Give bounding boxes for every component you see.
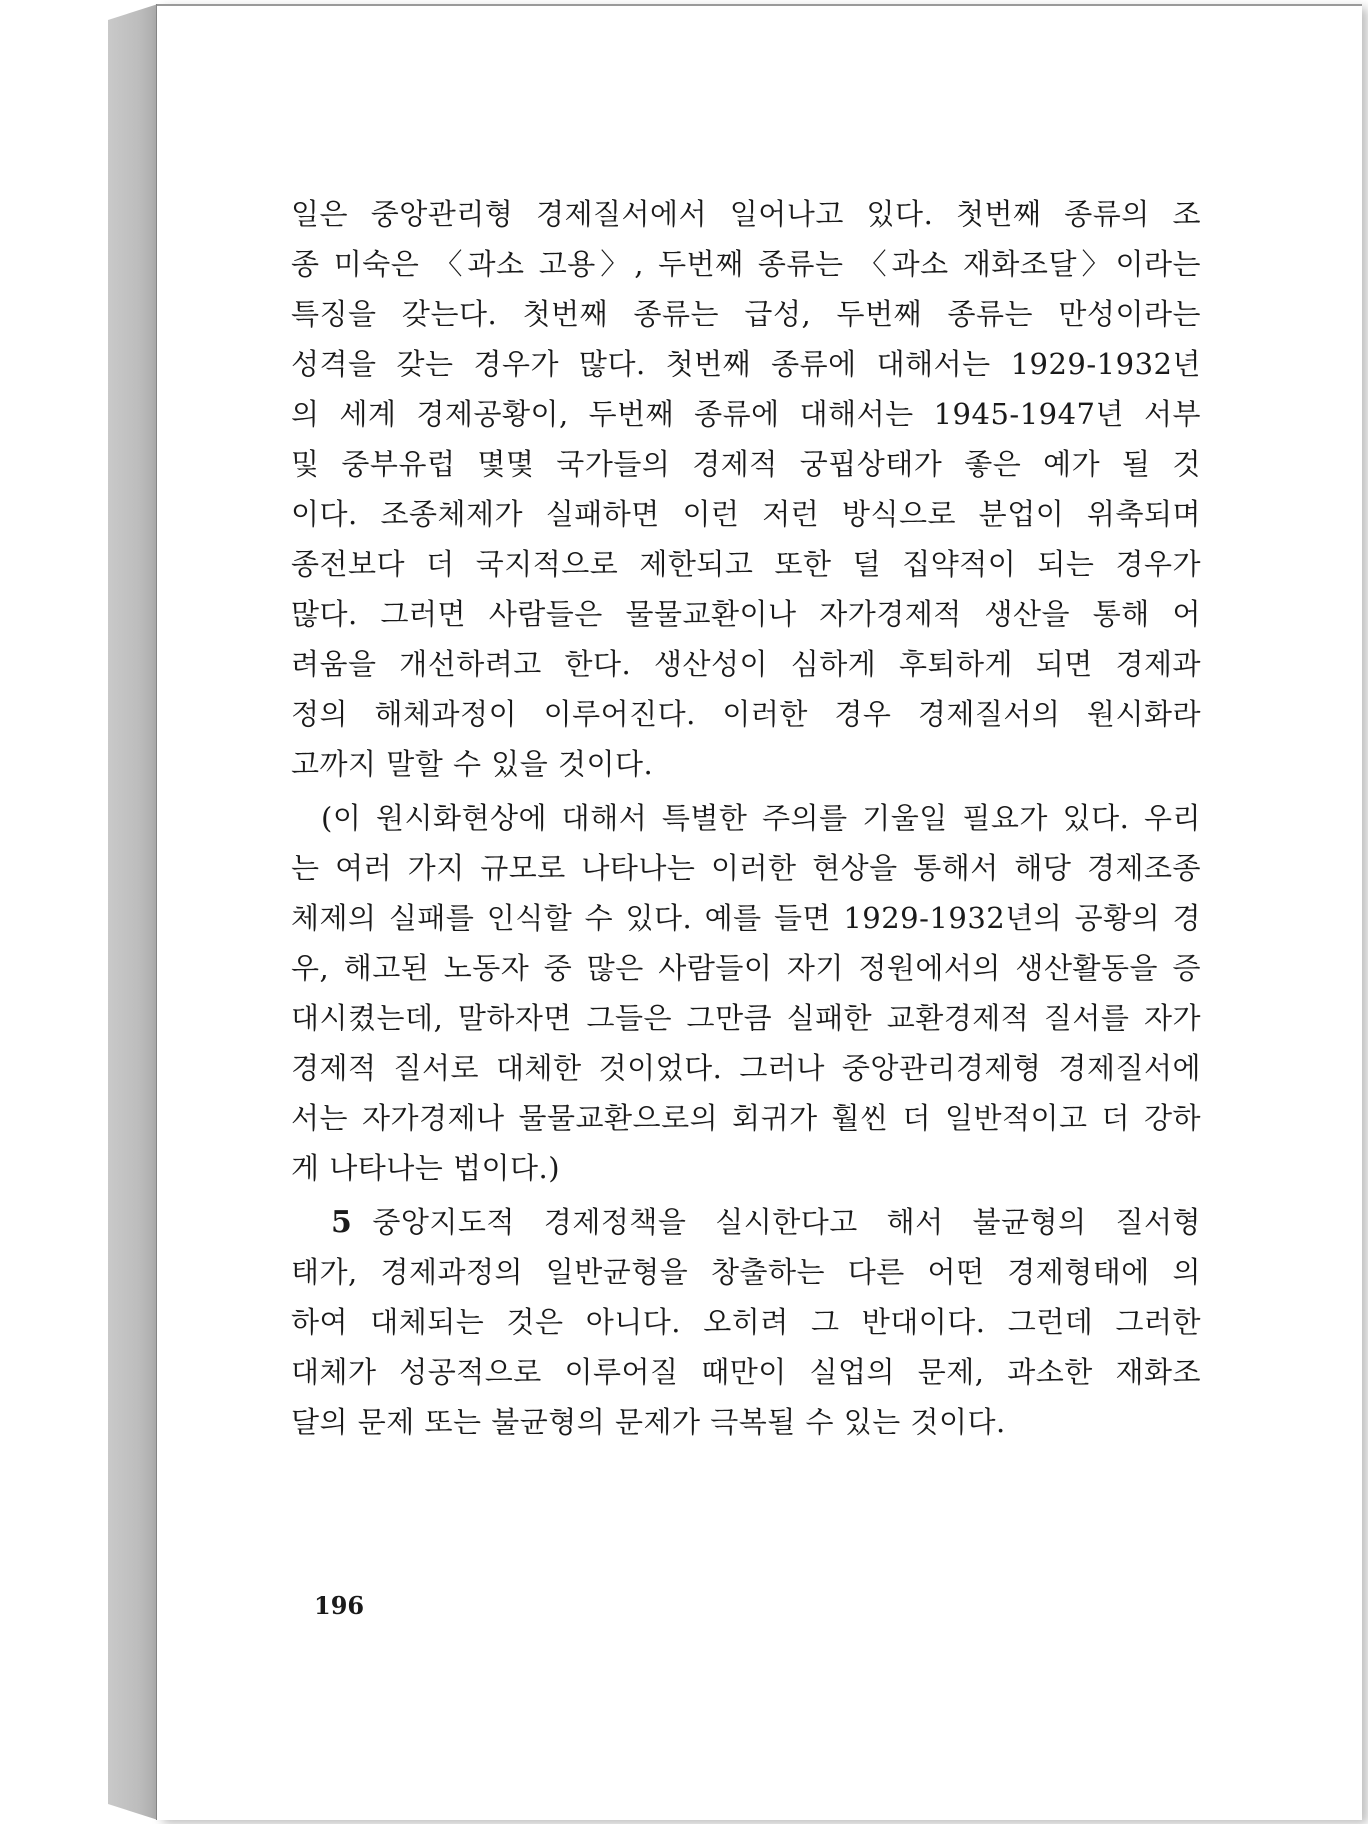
text-line: 정의 해체과정이 이루어진다. 이러한 경우 경제질서의 원시화라	[291, 697, 1201, 731]
text-line: 려움을 개선하려고 한다. 생산성이 심하게 후퇴하게 되면 경제과	[291, 647, 1201, 681]
text-line: 의 세계 경제공황이, 두번째 종류에 대해서는 1945-1947년 서부	[291, 397, 1201, 431]
text-line: 고까지 말할 수 있을 것이다.	[291, 747, 654, 781]
paragraph-2	[291, 793, 1201, 1193]
text-line: 대시켰는데, 말하자면 그들은 그만큼 실패한 교환경제적 질서를 자가	[291, 1001, 1201, 1035]
page-number: 196	[314, 1591, 365, 1620]
text-line: 대체가 성공적으로 이루어질 때만이 실업의 문제, 과소한 재화조	[291, 1355, 1201, 1389]
text-line: 게 나타나는 법이다.)	[291, 1151, 561, 1185]
text-line: 서는 자가경제나 물물교환으로의 회귀가 훨씬 더 일반적이고 더 강하	[291, 1101, 1201, 1135]
book-spine-edge	[108, 4, 158, 1820]
paragraph-1	[291, 189, 1201, 789]
book-page	[157, 4, 1362, 1820]
text-line: 경제적 질서로 대체한 것이었다. 그러나 중앙관리경제형 경제질서에	[291, 1051, 1201, 1085]
text-line: 이다. 조종체제가 실패하면 이런 저런 방식으로 분업이 위축되며	[291, 497, 1201, 531]
text-line: 태가, 경제과정의 일반균형을 창출하는 다른 어떤 경제형태에 의	[291, 1255, 1201, 1289]
text-line: 하여 대체되는 것은 아니다. 오히려 그 반대이다. 그런데 그러한	[291, 1305, 1201, 1339]
text-line: 종 미숙은 〈과소 고용〉, 두번째 종류는 〈과소 재화조달〉이라는	[291, 247, 1201, 281]
text-line: 달의 문제 또는 불균형의 문제가 극복될 수 있는 것이다.	[291, 1405, 1006, 1439]
text-line: 일은 중앙관리형 경제질서에서 일어나고 있다. 첫번째 종류의 조	[291, 197, 1201, 231]
text-line: 종전보다 더 국지적으로 제한되고 또한 덜 집약적이 되는 경우가	[291, 547, 1201, 581]
text-line: 는 여러 가지 규모로 나타나는 이러한 현상을 통해서 해당 경제조종	[291, 851, 1201, 885]
text-line: 성격을 갖는 경우가 많다. 첫번째 종류에 대해서는 1929-1932년	[291, 347, 1201, 381]
body-text	[291, 189, 1201, 1447]
text-line: 체제의 실패를 인식할 수 있다. 예를 들면 1929-1932년의 공황의 경	[291, 901, 1201, 935]
section-number: 5	[331, 1205, 353, 1240]
text-line: 및 중부유럽 몇몇 국가들의 경제적 궁핍상태가 좋은 예가 될 것	[291, 447, 1201, 481]
text-line: 특징을 갖는다. 첫번째 종류는 급성, 두번째 종류는 만성이라는	[291, 297, 1201, 331]
text-line	[291, 1197, 1201, 1247]
paragraph-3	[291, 1197, 1201, 1447]
text-line-content: 중앙지도적 경제정책을 실시한다고 해서 불균형의 질서형	[372, 1205, 1201, 1239]
text-line: (이 원시화현상에 대해서 특별한 주의를 기울일 필요가 있다. 우리	[321, 801, 1201, 835]
text-line: 많다. 그러면 사람들은 물물교환이나 자가경제적 생산을 통해 어	[291, 597, 1201, 631]
text-line: 우, 해고된 노동자 중 많은 사람들이 자기 정원에서의 생산활동을 증	[291, 951, 1201, 985]
